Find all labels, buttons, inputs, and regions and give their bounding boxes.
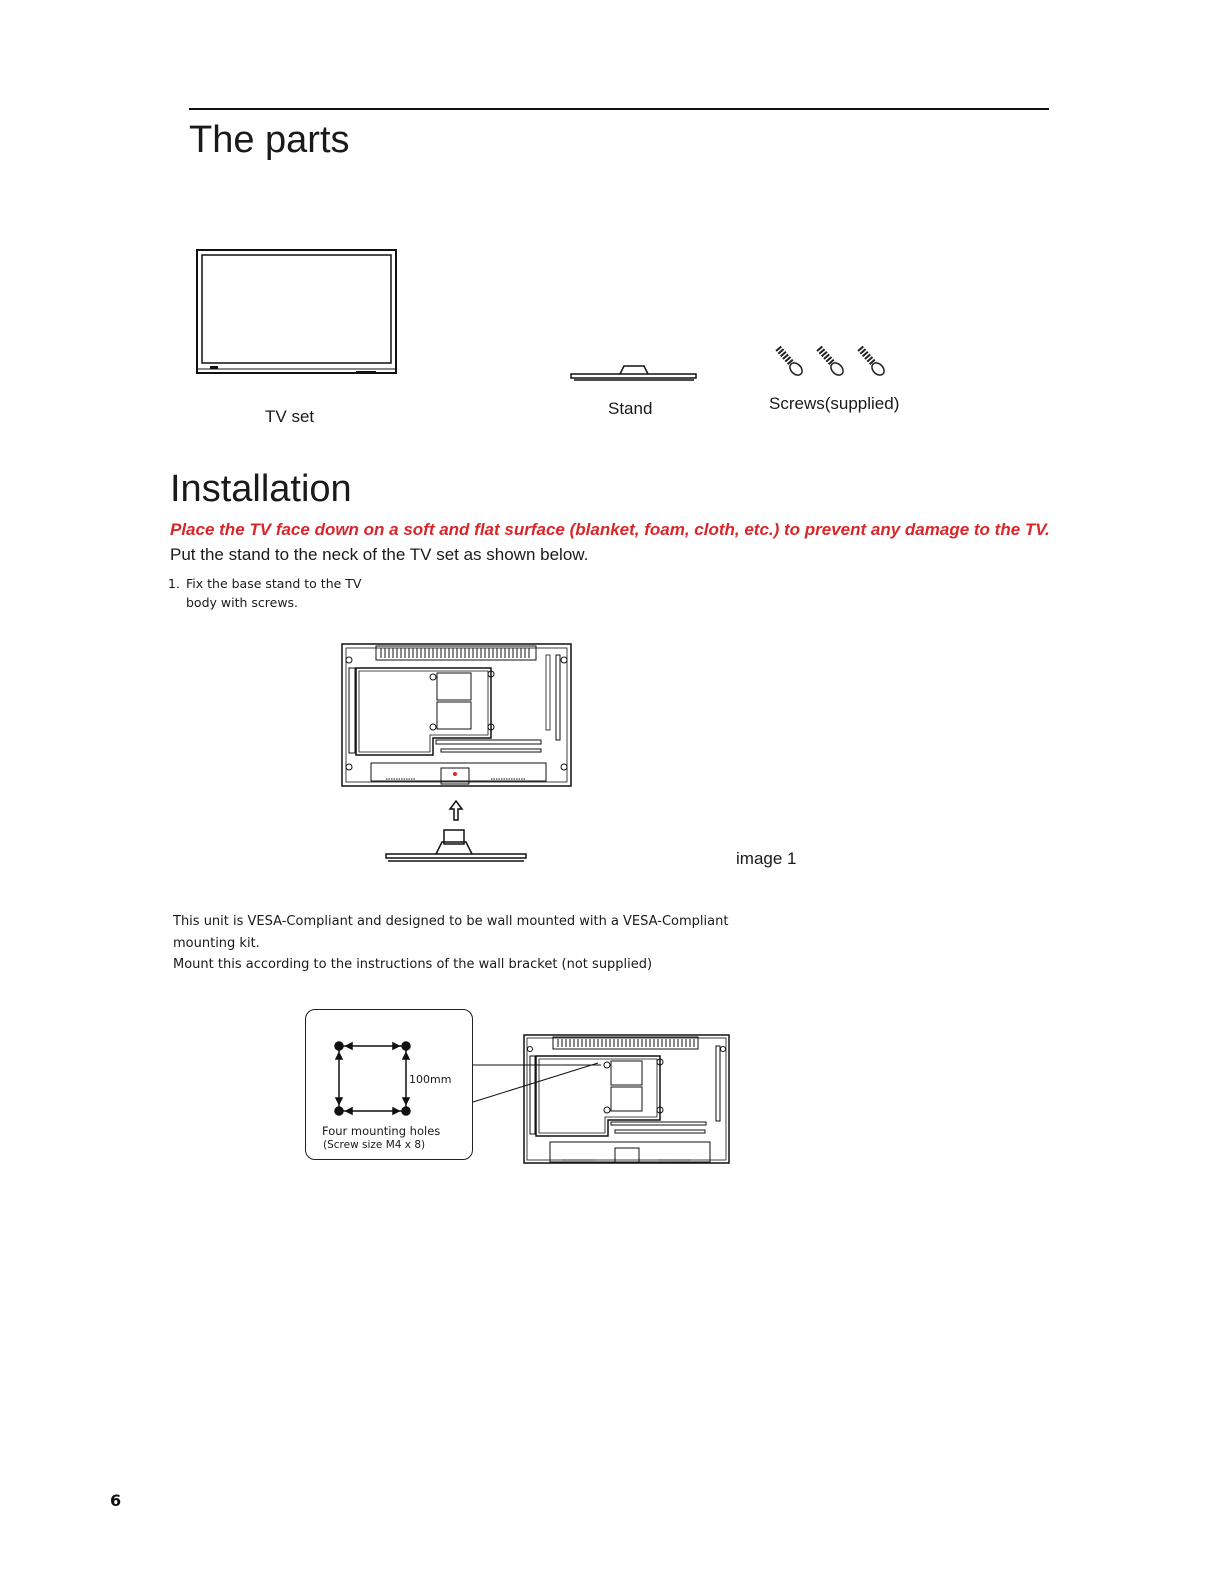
step-line-2: body with screws. (186, 595, 299, 610)
tv-set-label: TV set (265, 407, 315, 426)
stand-label: Stand (608, 399, 653, 418)
screws-illustration (772, 342, 892, 382)
stand-illustration (570, 362, 698, 384)
screws-label: Screws(supplied) (769, 394, 900, 413)
vesa-text (173, 911, 733, 976)
image-caption: image 1 (736, 849, 797, 868)
stand-attach-illustration (384, 828, 528, 866)
tv-back-illustration (341, 643, 573, 789)
dimension-label: 100mm (409, 1073, 452, 1086)
step-number: 1. (168, 576, 180, 591)
screw-size-label: (Screw size M4 x 8) (323, 1139, 426, 1151)
step-line-1: Fix the base stand to the TV (186, 576, 362, 591)
step-1 (168, 574, 398, 612)
parts-title: The parts (189, 119, 350, 161)
vesa-line-2: mounting kit. (173, 935, 260, 951)
vesa-line-1: This unit is VESA-Compliant and designed to be wall mounted with a VESA-Compliant (173, 914, 729, 929)
warning-text: Place the TV face down on a soft and flat surface (blanket, foam, cloth, etc.) to prevent any damage to the TV. (170, 520, 1050, 539)
up-arrow-icon (448, 800, 464, 822)
tv-back-vesa-illustration (523, 1034, 731, 1166)
mounting-holes-diagram (330, 1038, 420, 1122)
header-rule (189, 108, 1049, 110)
holes-label: Four mounting holes (322, 1124, 441, 1138)
vesa-line-3: Mount this according to the instructions of the wall bracket (not supplied) (173, 957, 653, 972)
page-number: 6 (110, 1491, 122, 1510)
tv-front-illustration (196, 249, 398, 377)
installation-title: Installation (170, 468, 352, 510)
installation-intro: Put the stand to the neck of the TV set as shown below. (170, 545, 589, 564)
